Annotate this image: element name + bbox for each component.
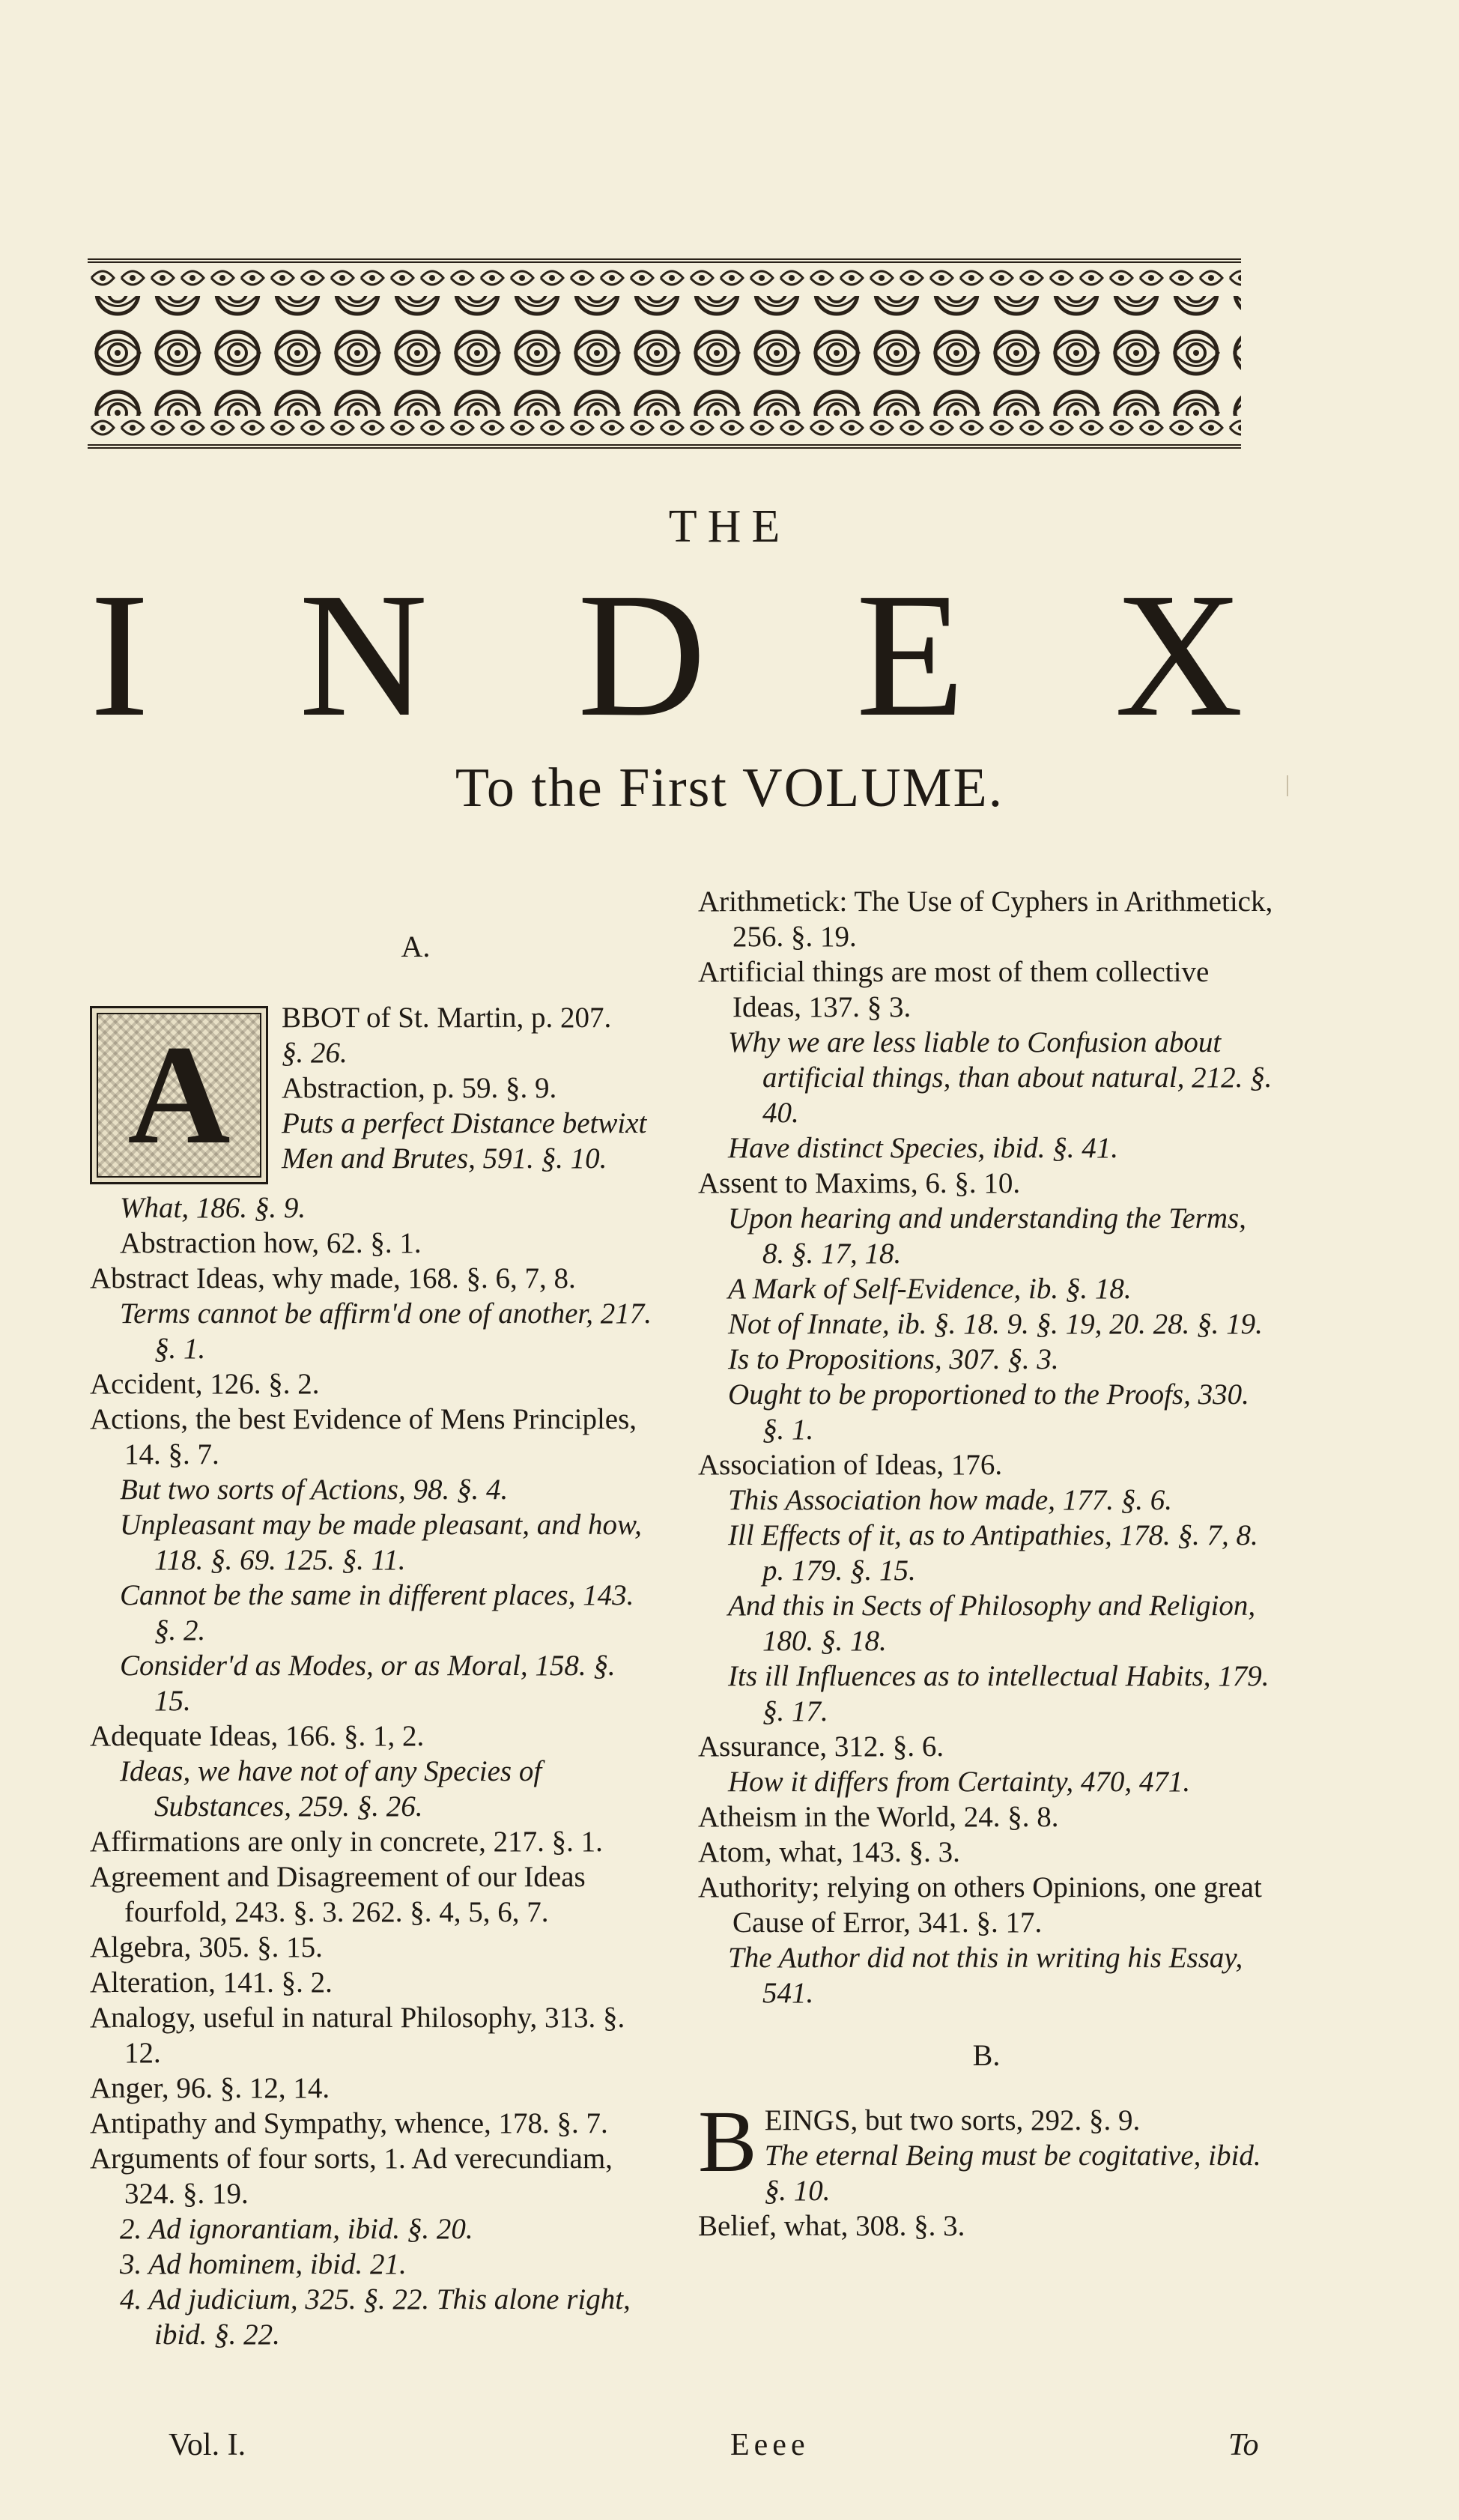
index-entry: Adequate Ideas, 166. §. 1, 2. bbox=[90, 1720, 425, 1752]
index-letter: I bbox=[90, 557, 150, 754]
index-entry: This Association how made, 177. §. 6. bbox=[728, 1484, 1172, 1516]
index-entry: Alteration, 141. §. 2. bbox=[90, 1966, 333, 1999]
index-entry: Unpleasant may be made pleasant, and how, 118. §. 69. 125. §. 11. bbox=[120, 1509, 642, 1576]
index-entry: Consider'd as Modes, or as Moral, 158. §. 15. bbox=[120, 1650, 616, 1717]
index-entry: Affirmations are only in concrete, 217. §. 1. bbox=[90, 1826, 603, 1858]
index-entry: BBOT of St. Martin, p. 207. bbox=[282, 1002, 612, 1034]
subtitle: To the First VOLUME. bbox=[455, 757, 1004, 819]
left-column bbox=[90, 884, 659, 2352]
section-letter: B. bbox=[972, 2038, 1001, 2072]
index-letter: E bbox=[855, 557, 965, 754]
index-letter: D bbox=[577, 557, 706, 754]
index-entry: Arguments of four sorts, 1. Ad verecundiam, 324. §. 19. bbox=[90, 2142, 613, 2210]
index-entry: The eternal Being must be cogitative, ibid. §. 10. bbox=[764, 2139, 1261, 2207]
index-entry: Assurance, 312. §. 6. bbox=[698, 1730, 944, 1763]
index-entry: Analogy, useful in natural Philosophy, 313. §. 12. bbox=[90, 2002, 625, 2069]
index-entry: Ought to be proportioned to the Proofs, 330. §. 1. bbox=[728, 1378, 1249, 1446]
paper-mark bbox=[1287, 775, 1293, 796]
index-letter: X bbox=[1114, 557, 1243, 754]
index-entry: §. 26. bbox=[282, 1037, 348, 1069]
catchword: To bbox=[1228, 2428, 1259, 2462]
initial-letter: A bbox=[97, 1013, 261, 1178]
ornament-pattern bbox=[88, 263, 1241, 444]
heading-index bbox=[90, 557, 1243, 754]
index-letter: N bbox=[299, 557, 428, 754]
index-entry: And this in Sects of Philosophy and Religion, 180. §. 18. bbox=[728, 1590, 1256, 1657]
index-entry: Agreement and Disagreement of our Ideas fourfold, 243. §. 3. 262. §. 4, 5, 6, 7. bbox=[90, 1861, 586, 1928]
index-entry: Not of Innate, ib. §. 18. 9. §. 19, 20. 28. §. 19. bbox=[728, 1308, 1263, 1340]
ornamental-headpiece bbox=[88, 258, 1241, 449]
index-entry: Anger, 96. §. 12, 14. bbox=[90, 2072, 330, 2104]
volume-label: Vol. I. bbox=[169, 2428, 246, 2462]
index-entry: Why we are less liable to Confusion about artificial things, than about natural, 212. §. 40. bbox=[728, 1026, 1273, 1129]
index-entry: Puts a perfect Distance betwixt Men and Brutes, 591. §. 10. bbox=[282, 1107, 647, 1175]
index-entry: Ideas, we have not of any Species of Substances, 259. §. 26. bbox=[120, 1755, 542, 1823]
index-entry: But two sorts of Actions, 98. §. 4. bbox=[120, 1473, 509, 1506]
index-entry: 3. Ad hominem, ibid. 21. bbox=[120, 2248, 407, 2280]
index-entry: Abstraction how, 62. §. 1. bbox=[120, 1227, 422, 1259]
index-entry: Artificial things are most of them collective Ideas, 137. § 3. bbox=[698, 956, 1210, 1023]
index-entry: How it differs from Certainty, 470, 471. bbox=[728, 1766, 1191, 1798]
index-entry: Accident, 126. §. 2. bbox=[90, 1368, 320, 1400]
index-entry: Association of Ideas, 176. bbox=[698, 1449, 1003, 1481]
index-entry: Have distinct Species, ibid. §. 41. bbox=[728, 1132, 1118, 1164]
index-entry: Actions, the best Evidence of Mens Principles, 14. §. 7. bbox=[90, 1403, 637, 1470]
index-entry: Abstraction, p. 59. §. 9. bbox=[282, 1072, 557, 1104]
index-entry: 2. Ad ignorantiam, ibid. §. 20. bbox=[120, 2213, 473, 2245]
index-entry: Ill Effects of it, as to Antipathies, 178. §. 7, 8. p. 179. §. 15. bbox=[728, 1519, 1258, 1587]
index-entry: Antipathy and Sympathy, whence, 178. §. 7. bbox=[90, 2107, 608, 2139]
index-entry: Its ill Influences as to intellectual Habits, 179. §. 17. bbox=[728, 1660, 1270, 1727]
decorated-initial bbox=[90, 1006, 268, 1184]
index-entry: Atom, what, 143. §. 3. bbox=[698, 1836, 960, 1868]
index-entry: A Mark of Self-Evidence, ib. §. 18. bbox=[728, 1273, 1132, 1305]
index-entry: What, 186. §. 9. bbox=[120, 1192, 306, 1224]
section-letter: A. bbox=[401, 930, 431, 963]
index-entry: Belief, what, 308. §. 3. bbox=[698, 2210, 965, 2242]
dropcap-block bbox=[90, 1000, 659, 1190]
index-entry: Atheism in the World, 24. §. 8. bbox=[698, 1801, 1059, 1833]
right-column bbox=[698, 884, 1275, 2244]
index-entry: Authority; relying on others Opinions, one great Cause of Error, 341. §. 17. bbox=[698, 1871, 1262, 1939]
heading-the: THE bbox=[668, 501, 791, 552]
index-entry: 4. Ad judicium, 325. §. 22. This alone right, ibid. §. 22. bbox=[120, 2283, 631, 2351]
index-entry: The Author did not this in writing his Essay, 541. bbox=[728, 1942, 1243, 2009]
index-entry: Arithmetick: The Use of Cyphers in Arithmetick, 256. §. 19. bbox=[698, 885, 1273, 953]
index-entry: Cannot be the same in different places, 143. §. 2. bbox=[120, 1579, 634, 1647]
signature-mark: Eeee bbox=[730, 2428, 810, 2462]
index-entry: Is to Propositions, 307. §. 3. bbox=[728, 1343, 1059, 1375]
index-entry: Abstract Ideas, why made, 168. §. 6, 7, 8. bbox=[90, 1262, 576, 1294]
index-entry: Upon hearing and understanding the Terms, 8. §. 17, 18. bbox=[728, 1202, 1246, 1270]
index-entry: Algebra, 305. §. 15. bbox=[90, 1931, 323, 1963]
index-entry: EINGS, but two sorts, 292. §. 9. bbox=[764, 2104, 1141, 2136]
index-entry: Terms cannot be affirm'd one of another, 217. §. 1. bbox=[120, 1297, 652, 1365]
dropcap-block bbox=[698, 2092, 1275, 2208]
initial-letter: B bbox=[698, 2092, 757, 2190]
index-entry: Assent to Maxims, 6. §. 10. bbox=[698, 1167, 1021, 1199]
